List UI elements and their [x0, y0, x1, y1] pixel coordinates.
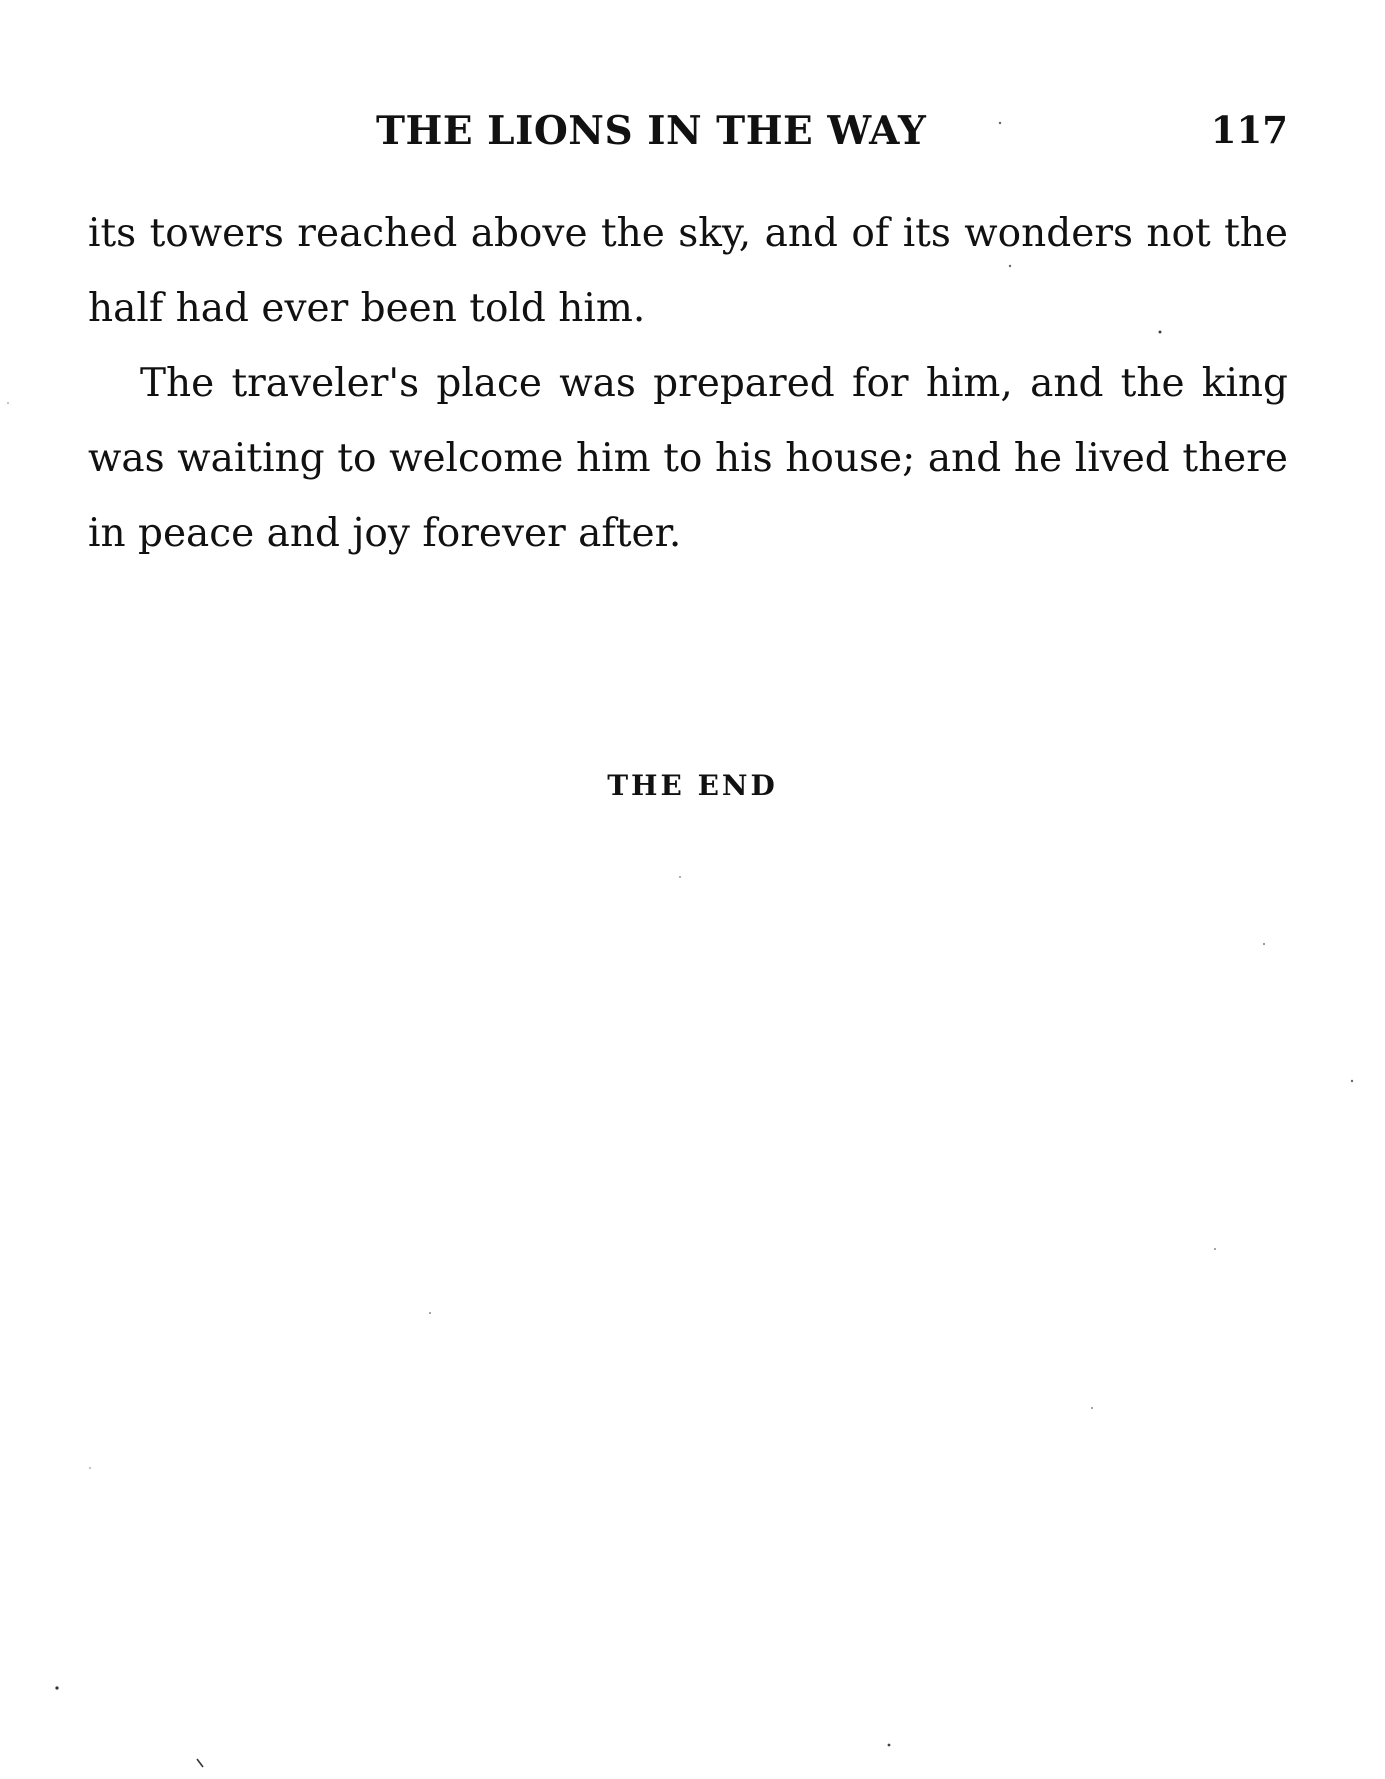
speck [197, 1759, 203, 1767]
page-number: 117 [1210, 108, 1288, 152]
paragraph-continuation: its towers reached above the sky, and of its wonders not the half had ever been told him. [88, 211, 1288, 331]
speck [679, 876, 681, 878]
speck [429, 1312, 431, 1314]
paragraph: The traveler's place was prepared for him, and the king was waiting to welcome him to his house; and he lived there in peace and joy forever after. [88, 361, 1288, 556]
speck [1214, 1248, 1216, 1250]
speck [7, 402, 9, 404]
speck [888, 1744, 891, 1747]
speck [1351, 1080, 1353, 1082]
speck [89, 1467, 91, 1469]
body-text [88, 196, 1288, 571]
the-end-label: THE END [607, 769, 778, 802]
running-title: THE LIONS IN THE WAY [376, 108, 927, 154]
speck [1263, 943, 1265, 945]
speck [1091, 1407, 1093, 1409]
speck [55, 1686, 58, 1689]
running-head [88, 108, 1288, 160]
